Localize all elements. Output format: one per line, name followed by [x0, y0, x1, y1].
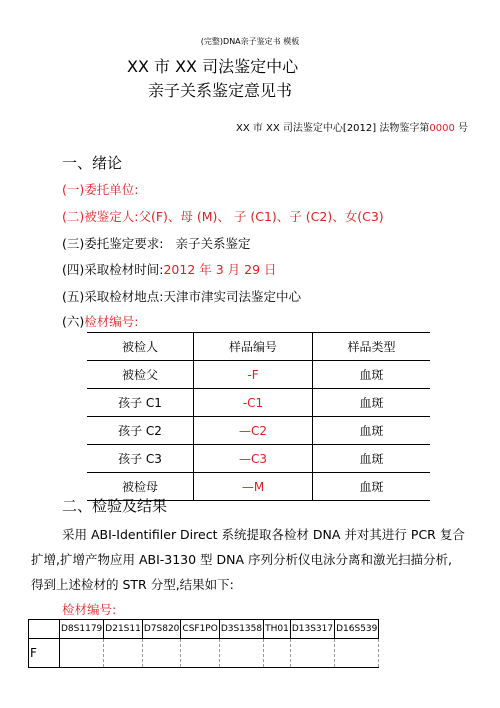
- method-paragraph-line1: 采用 ABI-Identifiler Direct 系统提取各检材 DNA 并对其进行 PCR 复合: [62, 527, 465, 542]
- document-number-value: 0000: [429, 123, 455, 134]
- table-row: [87, 445, 430, 473]
- locus-header: D3S1358: [219, 620, 263, 639]
- sample-number-line: [62, 312, 138, 330]
- sample-id-cell: -C1: [194, 389, 313, 417]
- column-header: 样品编号: [194, 333, 313, 361]
- str-cell: [335, 639, 379, 668]
- sampling-time-label: (四)采取检材时间:: [62, 262, 164, 277]
- persons-line: [62, 207, 384, 225]
- sampling-location-line: [62, 287, 301, 305]
- str-cell: [142, 639, 181, 668]
- sample-type-cell: 血斑: [313, 445, 431, 473]
- samples-table: [87, 332, 430, 501]
- sample-type-cell: 血斑: [313, 473, 431, 501]
- sampling-location-value: 天津市津实司法鉴定中心: [163, 289, 301, 304]
- sample-number-label: 检材编号:: [84, 314, 139, 329]
- sampling-time-line: [62, 260, 277, 278]
- document-number-prefix: XX 市 XX 司法鉴定中心[2012] 法物鉴字第: [235, 123, 430, 134]
- table-header-row: [87, 333, 430, 361]
- str-cell: [290, 639, 334, 668]
- sample-type-cell: 血斑: [313, 389, 431, 417]
- str-cell: [264, 639, 291, 668]
- sample-id-cell: —M: [194, 473, 313, 501]
- requirement-value: 亲子关系鉴定: [175, 236, 251, 251]
- table-row: [87, 361, 430, 389]
- table-row: [87, 389, 430, 417]
- column-header: 样品类型: [313, 333, 431, 361]
- table-row: [87, 417, 430, 445]
- requirement-line: [62, 234, 250, 252]
- str-sample-number-label: 检材编号:: [62, 602, 117, 617]
- str-cell: [219, 639, 263, 668]
- subject-cell: 孩子 C2: [87, 417, 194, 445]
- sample-id-cell: —C2: [194, 417, 313, 445]
- subject-cell: 孩子 C3: [87, 445, 194, 473]
- str-row-label: F: [29, 639, 60, 668]
- locus-header: D21S11: [104, 620, 143, 639]
- sample-id-cell: —C3: [194, 445, 313, 473]
- requirement-label: (三)委托鉴定要求:: [62, 236, 164, 251]
- str-cell: [104, 639, 143, 668]
- header-note: (完整)DNA亲子鉴定书 模板: [200, 37, 300, 46]
- sampling-time-value: 2012 年 3 月 29 日: [163, 262, 277, 277]
- subject-cell: 孩子 C1: [87, 389, 194, 417]
- sample-type-cell: 血斑: [313, 417, 431, 445]
- section-heading-results: 二、检验及结果: [62, 497, 168, 515]
- entrust-unit-label: (一)委托单位:: [62, 182, 139, 197]
- section-heading-intro: 一、绪论: [62, 154, 123, 172]
- document-title-agency: XX 市 XX 司法鉴定中心: [127, 57, 299, 76]
- sampling-location-label: (五)采取检材地点:: [62, 289, 164, 304]
- str-cell: [60, 639, 104, 668]
- document-title: 亲子关系鉴定意见书: [148, 81, 293, 100]
- str-cell: [181, 639, 219, 668]
- column-header: 被检人: [87, 333, 194, 361]
- locus-header: D16S539: [335, 620, 379, 639]
- subject-cell: 被检母: [87, 473, 194, 501]
- locus-header: CSF1PO: [181, 620, 219, 639]
- str-corner-cell: [29, 620, 60, 639]
- locus-header: TH01: [264, 620, 291, 639]
- str-row-father: [29, 639, 379, 668]
- subject-cell: 被检父: [87, 361, 194, 389]
- str-typing-table: [28, 619, 379, 668]
- locus-header: D8S1179: [60, 620, 104, 639]
- document-number: [236, 119, 468, 134]
- locus-header: D13S317: [290, 620, 334, 639]
- persons-value: 父(F)、母 (M)、 子 (C1)、子 (C2)、女(C3): [138, 209, 384, 224]
- sample-type-cell: 血斑: [313, 361, 431, 389]
- method-paragraph-line3: 得到上述检材的 STR 分型,结果如下:: [31, 577, 234, 592]
- str-header-row: [29, 620, 379, 639]
- locus-header: D7S820: [142, 620, 181, 639]
- sample-number-prefix: (六): [62, 314, 85, 329]
- document-number-suffix: 号: [454, 123, 468, 134]
- sample-id-cell: -F: [194, 361, 313, 389]
- persons-label: (二)被鉴定人:: [62, 209, 139, 224]
- method-paragraph-line2: 扩增,扩增产物应用 ABI-3130 型 DNA 序列分析仪电泳分离和激光扫描分析,: [31, 552, 453, 567]
